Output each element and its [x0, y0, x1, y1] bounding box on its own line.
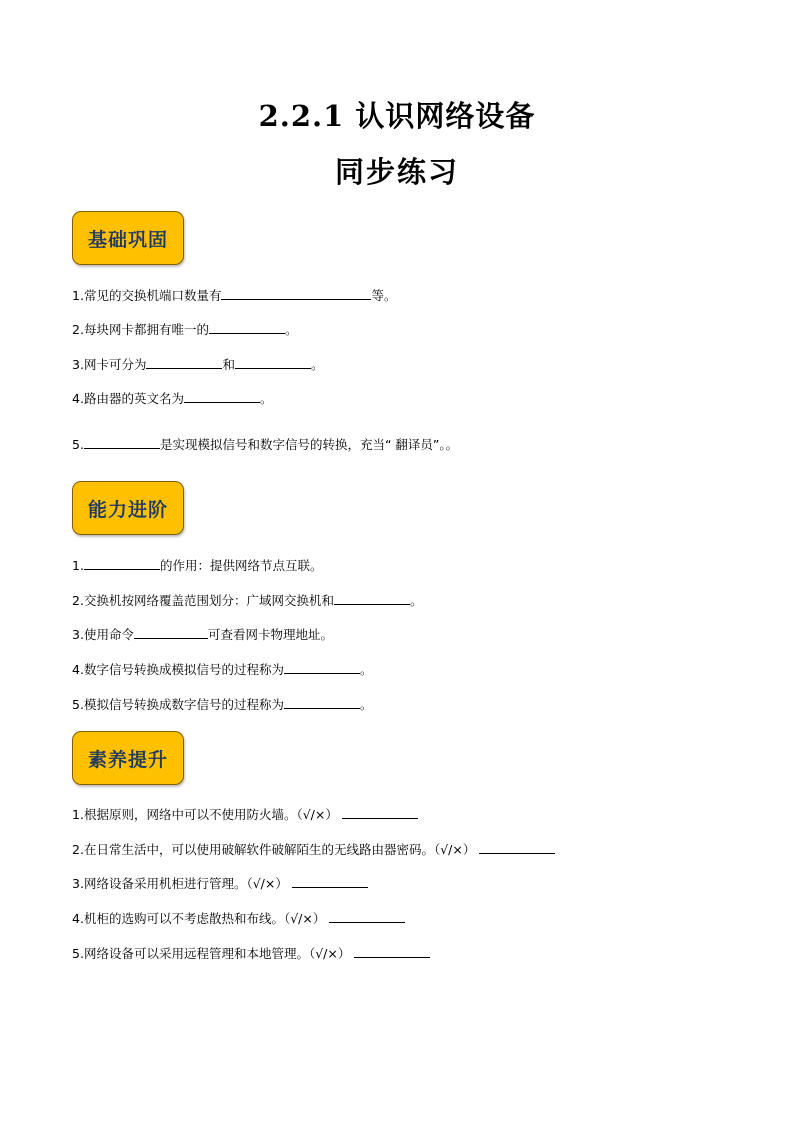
section-label: 基础巩固: [87, 228, 168, 251]
question-text: 。: [284, 322, 298, 337]
question-number: 3.: [72, 627, 84, 642]
answer-blank[interactable]: [334, 592, 410, 605]
question-text: 。: [259, 391, 273, 406]
page-title: 2.2.1 认识网络设备: [258, 99, 536, 133]
question-item: [72, 945, 430, 962]
question-text: 是实现模拟信号和数字信号的转换，充当“ 翻译员”。。: [159, 437, 459, 452]
answer-blank[interactable]: [284, 661, 360, 674]
question-text: 交换机按网络覆盖范围划分：广域网交换机和: [83, 593, 334, 608]
question-text: 数字信号转换成模拟信号的过程称为: [83, 662, 284, 677]
question-text: 每块网卡都拥有唯一的: [83, 322, 209, 337]
question-text: 网卡可分为: [83, 357, 147, 372]
answer-blank[interactable]: [84, 557, 160, 570]
question-number: 5.: [72, 437, 84, 452]
question-number: 3.: [72, 876, 84, 891]
question-number: 5.: [72, 697, 84, 712]
question-text: 使用命令: [83, 627, 134, 642]
answer-blank[interactable]: [292, 875, 368, 888]
question-item: [72, 875, 368, 892]
answer-blank[interactable]: [329, 910, 405, 923]
question-text: 和: [222, 357, 235, 372]
question-text: 。: [359, 662, 373, 677]
answer-blank[interactable]: [84, 436, 160, 449]
question-item: [72, 910, 405, 927]
question-number: 5.: [72, 946, 84, 961]
question-item: [72, 557, 322, 574]
question-text: 等。: [371, 288, 397, 303]
answer-blank[interactable]: [221, 287, 371, 300]
question-item: [72, 841, 555, 858]
page-subtitle: 同步练习: [334, 155, 459, 189]
answer-blank[interactable]: [235, 356, 311, 369]
question-text: 模拟信号转换成数字信号的过程称为: [83, 697, 284, 712]
question-number: 1.: [72, 288, 84, 303]
question-text: 的作用：提供网络节点互联。: [159, 558, 323, 573]
section-label: 能力进阶: [87, 498, 168, 521]
question-number: 4.: [72, 911, 84, 926]
question-number: 2.: [72, 593, 84, 608]
question-number: 2.: [72, 842, 84, 857]
question-number: 1.: [72, 558, 84, 573]
answer-blank[interactable]: [354, 945, 430, 958]
answer-blank[interactable]: [146, 356, 222, 369]
answer-blank[interactable]: [209, 321, 285, 334]
question-number: 4.: [72, 391, 84, 406]
question-text: 路由器的英文名为: [83, 391, 184, 406]
question-text: 可查看网卡物理地址。: [207, 627, 333, 642]
question-item: [72, 287, 396, 304]
answer-blank[interactable]: [342, 806, 418, 819]
question-number: 1.: [72, 807, 84, 822]
answer-blank[interactable]: [479, 841, 555, 854]
answer-blank[interactable]: [284, 696, 360, 709]
question-number: 3.: [72, 357, 84, 372]
question-text: 。: [409, 593, 423, 608]
question-text: 机柜的选购可以不考虑散热和布线。（√/×）: [83, 911, 326, 926]
question-item: [72, 806, 418, 823]
question-number: 2.: [72, 322, 84, 337]
question-item: [72, 436, 458, 453]
answer-blank[interactable]: [184, 390, 260, 403]
question-item: [72, 661, 372, 678]
section-badge-basic: [72, 211, 184, 265]
question-item: [72, 321, 297, 338]
question-item: [72, 696, 372, 713]
question-item: [72, 390, 272, 407]
question-text: 网络设备可以采用远程管理和本地管理。（√/×）: [83, 946, 351, 961]
question-text: 。: [359, 697, 373, 712]
question-text: 在日常生活中，可以使用破解软件破解陌生的无线路由器密码。（√/×）: [83, 842, 476, 857]
section-badge-advanced: [72, 481, 184, 535]
question-number: 4.: [72, 662, 84, 677]
question-text: 网络设备采用机柜进行管理。（√/×）: [83, 876, 288, 891]
question-text: 根据原则，网络中可以不使用防火墙。（√/×）: [83, 807, 338, 822]
question-text: 常见的交换机端口数量有: [83, 288, 222, 303]
section-label: 素养提升: [87, 748, 168, 771]
question-item: [72, 356, 323, 373]
answer-blank[interactable]: [134, 626, 208, 639]
question-item: [72, 626, 333, 643]
section-badge-literacy: [72, 731, 184, 785]
question-item: [72, 592, 422, 609]
question-text: 。: [310, 357, 324, 372]
